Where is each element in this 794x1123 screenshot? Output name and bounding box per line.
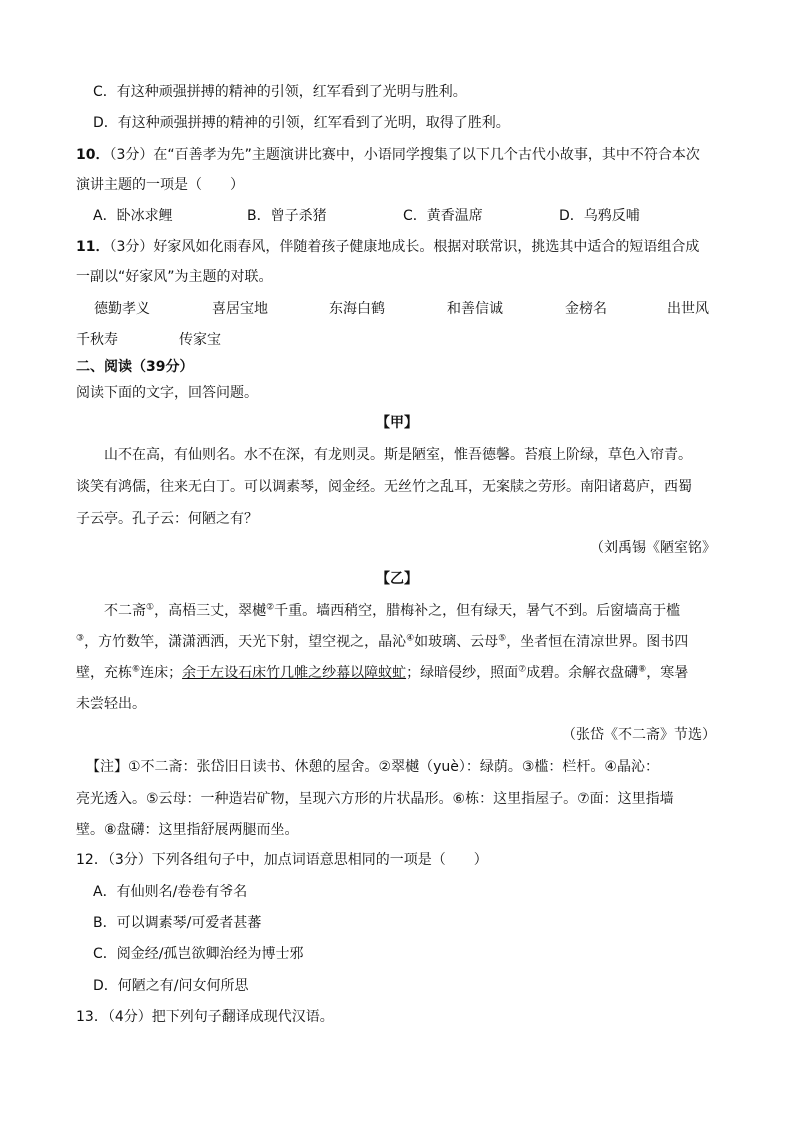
footnote-marker: ①	[146, 602, 155, 613]
text-run: 连床；	[140, 665, 183, 681]
q11-number: 11．	[76, 239, 110, 255]
text-run: 成碧。余解衣盘礴	[526, 665, 639, 681]
footnote-marker: ⑥	[132, 664, 141, 675]
text-run: ；绿暗侵纱，照面	[406, 665, 519, 681]
passage-yi-label: 【乙】	[376, 571, 418, 587]
q11-stem-text: （3分）好家风如化雨春风，伴随着孩子健康地成长。根据对联常识，挑选其中适合的短语组合成	[109, 239, 700, 255]
passage-yi-source: （张岱《不二斋》节选）	[562, 727, 716, 743]
passage-jia-line: 子云亭。孔子云：何陋之有？	[76, 511, 258, 527]
footnote-marker: ⑤	[498, 633, 507, 644]
q11-phrase: 东海白鹤	[329, 301, 385, 317]
q11-phrase: 和善信诚	[447, 301, 503, 317]
q11-phrase: 德勤孝义	[94, 301, 150, 317]
text-run: ，高梧三丈，翠樾	[154, 603, 267, 619]
text-run: 如玻璃、云母	[414, 634, 499, 650]
q9-option-c: C．有这种顽强拼搏的精神的引领，红军看到了光明与胜利。	[93, 84, 467, 100]
q11-phrase: 金榜名	[565, 301, 607, 317]
footnote-marker: ⑧	[638, 664, 647, 675]
q12-option-d: D．何陋之有/问女何所思	[93, 978, 249, 994]
notes-line: 亮光透入。⑤云母：一种造岩矿物，呈现六方形的片状晶形。⑥栋：这里指屋子。⑦面：这里指墙	[76, 791, 674, 807]
underlined-sentence: 余于左设石床竹几帷之纱幕以障蚊虻	[182, 665, 407, 681]
q12-option-b: B．可以调素琴/可爱者甚蕃	[93, 915, 262, 931]
q10-option-b: B．曾子杀猪	[247, 208, 327, 224]
footnote-marker: ⑦	[518, 664, 527, 675]
q12-option-a: A．有仙则名/卷卷有爷名	[93, 884, 248, 900]
q10-option-d: D．乌鸦反哺	[559, 208, 640, 224]
q10-option-c: C．黄香温席	[403, 208, 483, 224]
q10-stem-line2: 演讲主题的一项是（ ）	[76, 177, 244, 193]
q10-stem-text: （3分）在“百善孝为先”主题演讲比赛中，小语同学搜集了以下几个古代小故事，其中不符合本次	[109, 147, 700, 163]
q11-phrase: 千秋寿	[76, 332, 118, 348]
notes-line: 【注】①不二斋：张岱旧日读书、休憩的屋舍。②翠樾（yuè）：绿荫。③槛：栏杆。④晶沁：	[86, 759, 659, 775]
section-instruction: 阅读下面的文字，回答问题。	[76, 385, 258, 401]
passage-jia-source: （刘禹锡《陋室铭》	[590, 540, 716, 556]
q10-number: 10．	[76, 147, 110, 163]
q13-stem: 13．（4分）把下列句子翻译成现代汉语。	[76, 1009, 334, 1025]
text-run: ，坐者恒在清凉世界。图书四	[506, 634, 689, 650]
text-run: 千重。墙西稍空，腊梅补之，但有绿天，暑气不到。后窗墙高于槛	[274, 603, 681, 619]
q12-option-c: C．阅金经/孤岂欲卿治经为博士邪	[93, 946, 304, 962]
q10-option-a: A．卧冰求鲤	[93, 208, 173, 224]
passage-yi-line	[76, 632, 688, 652]
q11-phrase: 传家宝	[179, 332, 221, 348]
text-run: ，方竹数竿，潇潇洒洒，天光下射，望空视之，晶沁	[84, 634, 407, 650]
passage-yi-line	[76, 663, 688, 683]
passage-jia-line: 山不在高，有仙则名。水不在深，有龙则灵。斯是陋室，惟吾德馨。苔痕上阶绿，草色入帘青。	[104, 447, 692, 463]
passage-jia-label: 【甲】	[376, 415, 418, 431]
notes-line: 壁。⑧盘礴：这里指舒展两腿而坐。	[76, 822, 299, 838]
footnote-marker: ②	[266, 602, 275, 613]
text-run: 不二斋	[104, 603, 146, 619]
text-run: 壁，充栋	[76, 665, 132, 681]
footnote-marker: ④	[406, 633, 415, 644]
q11-phrase: 喜居宝地	[212, 301, 268, 317]
section-title: 二、阅读（39分）	[76, 359, 194, 375]
q11-phrase: 出世风	[667, 301, 709, 317]
q11-stem-line2: 一副以“好家风”为主题的对联。	[76, 269, 273, 285]
passage-yi-line	[104, 601, 680, 621]
passage-yi-line: 未尝轻出。	[76, 696, 146, 712]
q10-stem-line1	[76, 145, 700, 165]
q12-stem: 12．（3分）下列各组句子中，加点词语意思相同的一项是（ ）	[76, 852, 488, 868]
footnote-marker: ③	[76, 633, 85, 644]
passage-jia-line: 谈笑有鸿儒，往来无白丁。可以调素琴，阅金经。无丝竹之乱耳，无案牍之劳形。南阳诸葛庐，西蜀	[76, 479, 692, 495]
q11-stem-line1	[76, 237, 699, 257]
text-run: ，寒暑	[646, 665, 689, 681]
q9-option-d: D．有这种顽强拼搏的精神的引领，红军看到了光明，取得了胜利。	[93, 115, 510, 131]
